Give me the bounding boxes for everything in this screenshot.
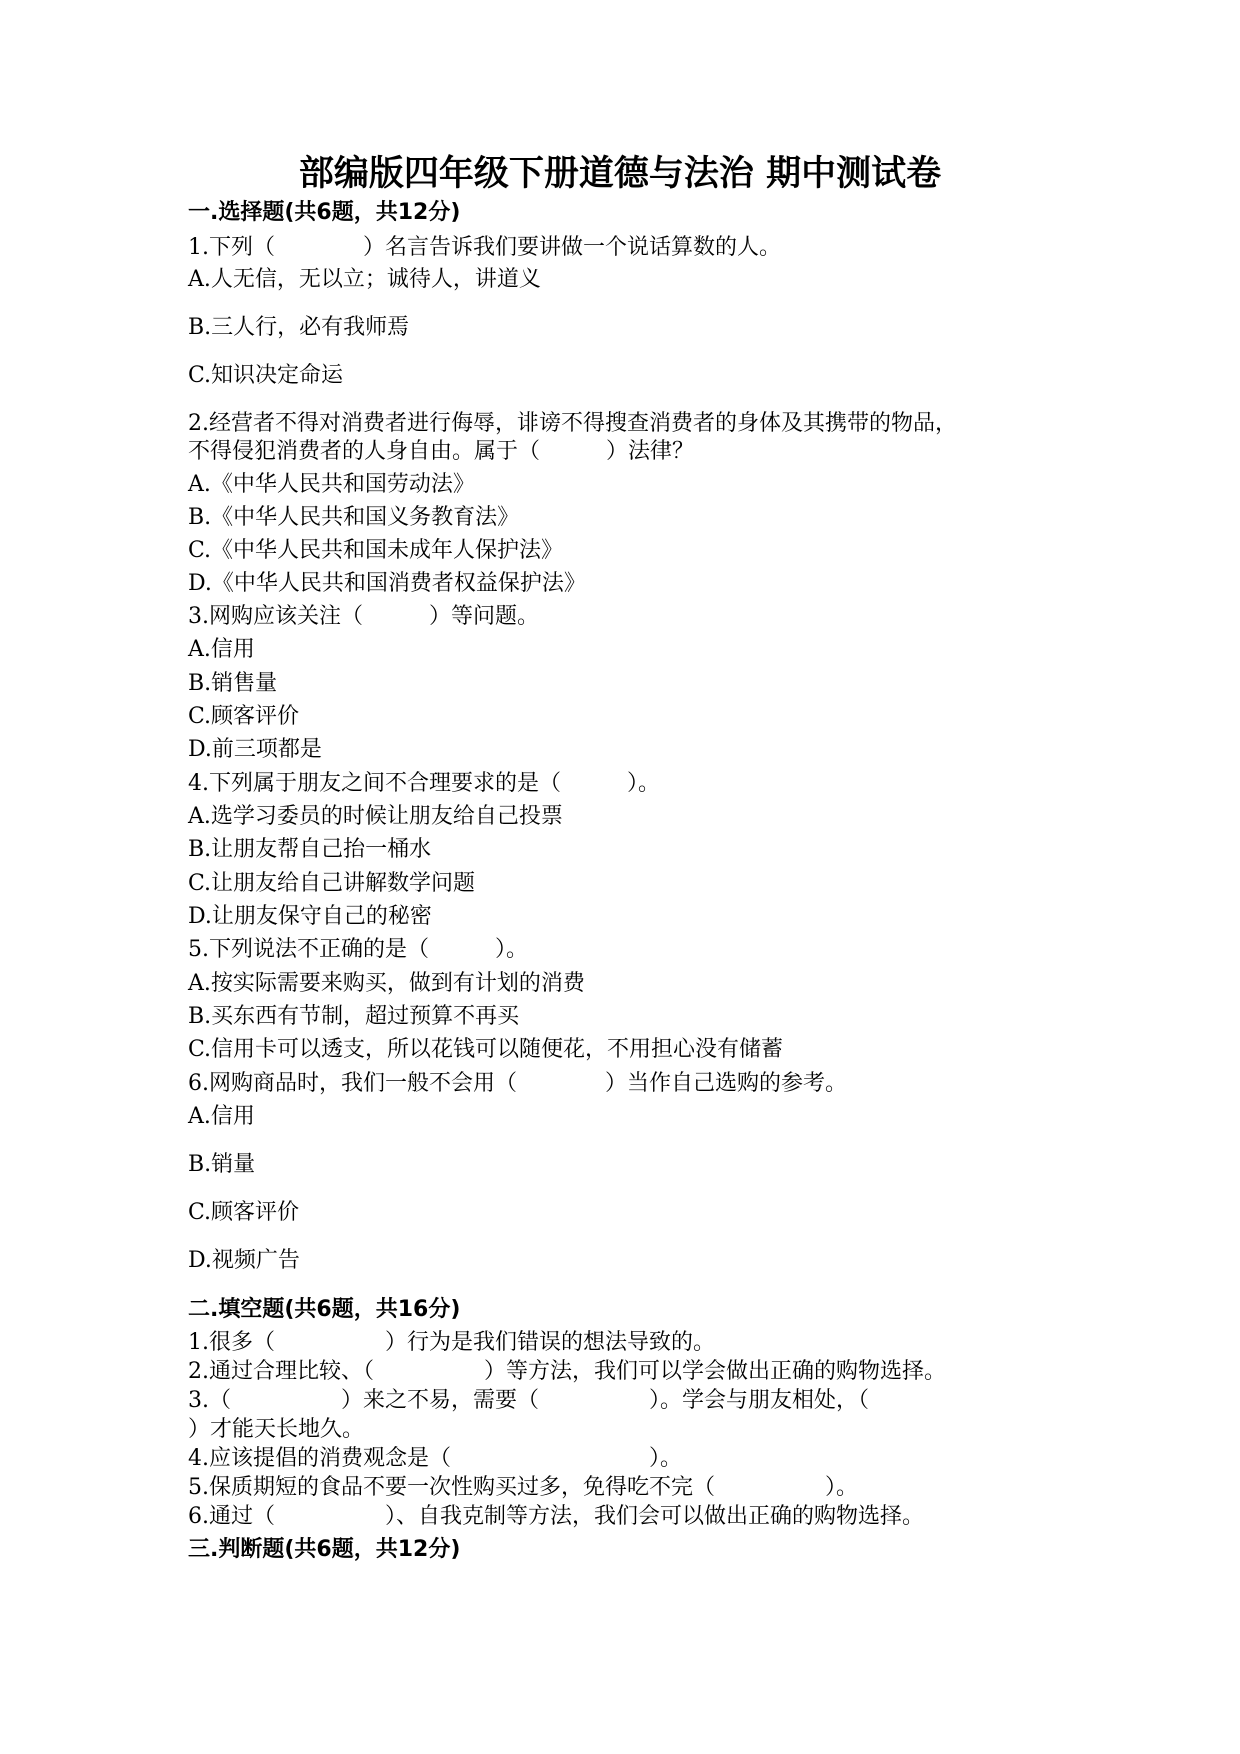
option-line: C.信用卡可以透支，所以花钱可以随便花，不用担心没有储蓄 — [188, 1037, 784, 1062]
page-title: 部编版四年级下册道德与法治 期中测试卷 — [298, 154, 942, 194]
option-line: C.顾客评价 — [188, 704, 300, 729]
option-line: B.三人行，必有我师焉 — [188, 315, 410, 340]
question-line: 6.网购商品时，我们一般不会用（ ）当作自己选购的参考。 — [188, 1071, 847, 1096]
question-line: 4.应该提倡的消费观念是（ ）。 — [188, 1446, 682, 1471]
option-line: B.让朋友帮自己抬一桶水 — [188, 837, 432, 862]
question-line: 1.下列（ ）名言告诉我们要讲做一个说话算数的人。 — [188, 235, 781, 260]
section-heading-fill: 二.填空题(共6题，共16分) — [188, 1297, 461, 1322]
option-line: B.买东西有节制，超过预算不再买 — [188, 1004, 520, 1029]
option-line: A.《中华人民共和国劳动法》 — [188, 472, 475, 497]
option-line: D.视频广告 — [188, 1248, 300, 1273]
option-line: B.《中华人民共和国义务教育法》 — [188, 505, 520, 530]
option-line: B.销量 — [188, 1152, 256, 1177]
option-line: C.《中华人民共和国未成年人保护法》 — [188, 538, 564, 563]
option-line: C.顾客评价 — [188, 1200, 300, 1225]
option-line: D.《中华人民共和国消费者权益保护法》 — [188, 571, 586, 596]
option-line: D.前三项都是 — [188, 737, 322, 762]
option-line: C.知识决定命运 — [188, 363, 344, 388]
question-line: 2.通过合理比较、（ ）等方法，我们可以学会做出正确的购物选择。 — [188, 1359, 946, 1384]
question-line: 5.下列说法不正确的是（ ）。 — [188, 937, 528, 962]
question-line: 6.通过（ ）、自我克制等方法，我们会可以做出正确的购物选择。 — [188, 1504, 924, 1529]
question-line: 3.（ ）来之不易，需要（ ）。学会与朋友相处，（ — [188, 1388, 869, 1413]
option-line: A.信用 — [188, 637, 255, 662]
question-line: 不得侵犯消费者的人身自由。属于（ ）法律？ — [188, 439, 695, 464]
question-line: ）才能天长地久。 — [188, 1417, 365, 1442]
question-line: 2.经营者不得对消费者进行侮辱，诽谤不得搜查消费者的身体及其携带的物品， — [188, 411, 957, 436]
question-line: 1.很多（ ）行为是我们错误的想法导致的。 — [188, 1330, 715, 1355]
option-line: A.按实际需要来购买，做到有计划的消费 — [188, 971, 585, 996]
question-line: 5.保质期短的食品不要一次性购买过多，免得吃不完（ ）。 — [188, 1475, 858, 1500]
option-line: A.选学习委员的时候让朋友给自己投票 — [188, 804, 563, 829]
option-line: A.人无信，无以立；诚待人，讲道义 — [188, 267, 541, 292]
question-line: 4.下列属于朋友之间不合理要求的是（ ）。 — [188, 771, 660, 796]
section-heading-judge: 三.判断题(共6题，共12分) — [188, 1537, 461, 1562]
question-line: 3.网购应该关注（ ）等问题。 — [188, 604, 539, 629]
option-line: A.信用 — [188, 1104, 255, 1129]
option-line: C.让朋友给自己讲解数学问题 — [188, 871, 476, 896]
option-line: D.让朋友保守自己的秘密 — [188, 904, 432, 929]
option-line: B.销售量 — [188, 671, 278, 696]
section-heading-choice: 一.选择题(共6题，共12分) — [188, 200, 461, 225]
